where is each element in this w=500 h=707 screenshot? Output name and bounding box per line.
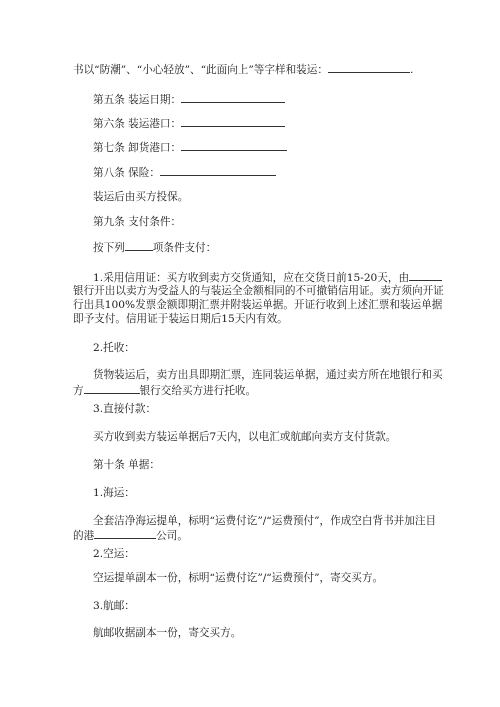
article-5-shipment-date: 第五条 装运日期： [93,92,285,107]
blank-line [328,62,410,73]
sea-transport-para-line1: 全套洁净海运提单，标明“运费付讫”/“运费预付”，作成空白背书并加注目 [93,515,437,527]
article-7-port-of-discharge: 第七条 卸货港口： [93,140,287,155]
article-10-documents: 第十条 单据： [93,459,160,471]
article-8-insurance: 第八条 保险： [93,165,276,180]
blank-line [94,528,156,539]
article-9-payment-terms: 第九条 支付条件： [93,216,182,228]
packing-marks-line: 书以“防潮”、“小心轻放”、“此面向上”等字样和装运： . [73,64,414,76]
blank-line [160,165,276,176]
blank-line [409,270,442,281]
letter-of-credit-para-line4: 即予支付。信用证于装运日期后15天内有效。 [73,313,288,325]
collection-para-line2: 方 银行交给买方进行托收。 [73,385,257,397]
blank-line [181,116,285,127]
sea-transport-heading: 1.海运： [93,487,135,499]
air-transport-para: 空运提单副本一份，标明“运费付讫”/“运费预付”，寄交买方。 [93,572,384,584]
blank-line [125,240,153,251]
collection-para-line1: 货物装运后，卖方出具即期汇票，连同装运单据，通过卖方所在地银行和买 [93,369,443,381]
blank-line [181,140,287,151]
letter-of-credit-para-line3: 行出具100%发票金额即期汇票并附装运单据。开证行收到上述汇票和装运单据 [73,299,443,311]
blank-line [84,383,140,394]
sea-transport-para-line2: 的港 公司。 [73,530,188,542]
air-transport-heading: 2.空运： [93,548,135,560]
letter-of-credit-para-line2: 银行开出以卖方为受益人的与装运全金额相同的不可撤销信用证。卖方须向开证 [73,285,444,297]
blank-line [181,92,285,103]
direct-payment-para: 买方收到卖方装运单据后7天内，以电汇或航邮向卖方支付货款。 [93,431,397,443]
insurance-note: 装运后由买方投保。 [93,191,189,203]
article-6-port-of-shipment: 第六条 装运港口： [93,116,285,131]
airmail-para: 航邮收据副本一份，寄交买方。 [93,627,242,639]
letter-of-credit-para-line1: 1.采用信用证：买方收到卖方交货通知，应在交货日前15-20天，由 [93,270,442,285]
direct-payment-heading: 3.直接付款： [93,403,157,415]
collection-heading: 2.托收： [93,342,135,354]
airmail-heading: 3.航邮： [93,600,135,612]
payment-option-line: 按下列 项条件支付： [93,242,217,254]
